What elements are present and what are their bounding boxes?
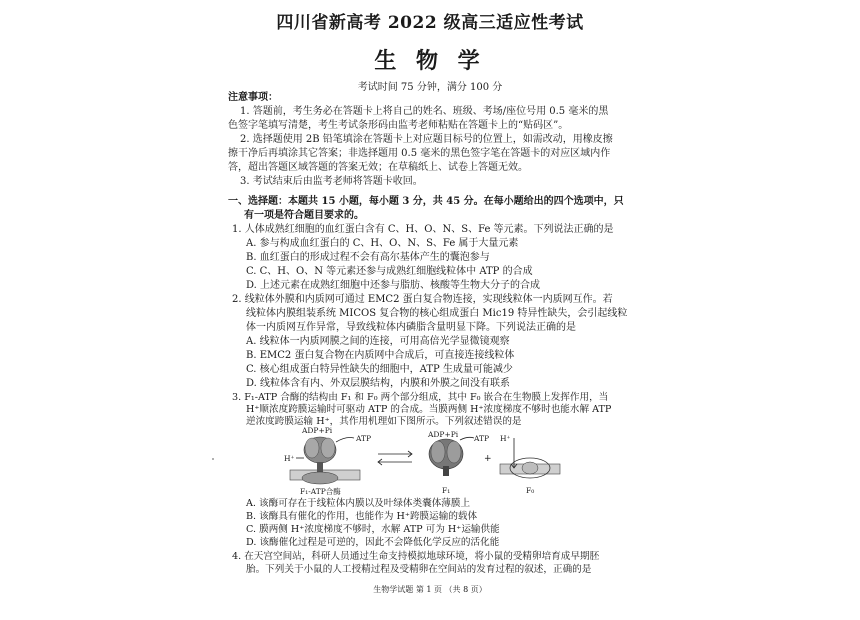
label-h-plus: H⁺ <box>284 454 295 463</box>
question-stem: 2. 线粒体外膜和内质网可通过 EMC2 蛋白复合物连接，实现线粒体一内质网互作。若 <box>232 294 613 305</box>
option-a: A. 参与构成血红蛋白的 C、H、O、N、S、Fe 属于大量元素 <box>246 238 519 249</box>
option-c: C. 膜两侧 H⁺浓度梯度不够时，水解 ATP 可为 H⁺运输供能 <box>246 524 500 535</box>
option-a: A. 线粒体一内质网膜之间的连接，可用高倍光学显微镜观察 <box>246 336 510 347</box>
option-c: C. C、H、O、N 等元素还参与成熟红细胞线粒体中 ATP 的合成 <box>246 266 533 277</box>
question-stem: H⁺顺浓度跨膜运输时可驱动 ATP 的合成。当膜两侧 H⁺浓度梯度不够时也能水解 ATP <box>246 404 612 415</box>
notice-line: 1. 答题前，考生务必在答题卡上将自己的姓名、班级、考场/座位号用 0.5 毫米的黑 <box>240 106 609 117</box>
notice-line: 3. 考试结束后由监考老师将答题卡收回。 <box>240 176 423 187</box>
section-heading-cont: 有一项是符合题目要求的。 <box>244 210 364 221</box>
label-adp-pi: ADP+Pi <box>302 426 333 435</box>
option-b: B. 血红蛋白的形成过程不会有高尔基体产生的囊泡参与 <box>246 252 490 263</box>
caption-f1: F₁ <box>442 486 451 495</box>
option-c: C. 核心组成蛋白特异性缺失的细胞中，ATP 生成量可能减少 <box>246 364 513 375</box>
section-heading: 一、选择题：本题共 15 小题，每小题 3 分，共 45 分。在每小题给出的四个选项中，只 <box>228 196 624 207</box>
label-atp: ATP <box>474 434 490 443</box>
question-stem: 1. 人体成熟红细胞的血红蛋白含有 C、H、O、N、S、Fe 等元素。下列说法正确的是 <box>232 224 614 235</box>
option-d: D. 线粒体含有内、外双层膜结构，内膜和外膜之间没有联系 <box>246 378 511 389</box>
notice-heading: 注意事项： <box>228 92 278 103</box>
notice-line: 色签字笔填写清楚，考生考试条形码由监考老师粘贴在答题卡上的“贴码区”。 <box>228 120 569 131</box>
label-atp: ATP <box>356 434 372 443</box>
page-footer: 生物学试题 第 1 页 （共 8 页） <box>373 585 487 594</box>
option-a: A. 该酶可存在于线粒体内膜以及叶绿体类囊体薄膜上 <box>246 498 471 509</box>
scan-speck <box>212 458 214 460</box>
notice-line: 擦干净后再填涂其它答案；非选择题用 0.5 毫米的黑色签字笔在答题卡的对应区域内作 <box>228 148 611 159</box>
caption-f1-atp-synthase: F₁-ATP合酶 <box>300 487 341 496</box>
option-d: D. 上述元素在成熟红细胞中还参与脂肪、核酸等生物大分子的合成 <box>246 280 541 291</box>
option-d: D. 该酶催化过程是可逆的，因此不会降低化学反应的活化能 <box>246 537 500 548</box>
label-h-plus: H⁺ <box>500 434 511 443</box>
question-stem: 4. 在天宫空间站，科研人员通过生命支持模拟地球环境，将小鼠的受精卵培育成早期胚 <box>232 551 600 562</box>
question-stem: 体一内质网互作异常，导致线粒体内磷脂含量明显下降。下列说法正确的是 <box>246 322 576 333</box>
notice-line: 答，超出答题区域答题的答案无效；在草稿纸上、试卷上答题无效。 <box>228 162 528 173</box>
question-stem: 线粒体内膜组装系统 MICOS 复合物的核心组成蛋白 Mic19 特异性缺失，会引起线粒 <box>246 308 628 319</box>
caption-f0: F₀ <box>526 486 535 495</box>
question-stem: 胎。下列关于小鼠的人工授精过程及受精卵在空间站的发育过程的叙述，正确的是 <box>246 564 592 575</box>
exam-title: 四川省新高考 2022 级高三适应性考试 <box>276 13 584 33</box>
option-b: B. EMC2 蛋白复合物在内质网中合成后，可直接连接线粒体 <box>246 350 515 361</box>
exam-meta: 考试时间 75 分钟，满分 100 分 <box>357 82 503 93</box>
subject-title: 生 物 学 <box>374 48 486 74</box>
question-stem: 3. F₁-ATP 合酶的结构由 F₁ 和 F₀ 两个部分组成，其中 F₀ 嵌合在生物膜上发挥作用，当 <box>232 392 609 403</box>
notice-line: 2. 选择题使用 2B 铅笔填涂在答题卡上对应题目标号的位置上，如需改动，用橡皮擦 <box>240 134 613 145</box>
option-b: B. 该酶具有催化的作用，也能作为 H⁺跨膜运输的载体 <box>246 511 478 522</box>
label-adp-pi: ADP+Pi <box>428 430 459 439</box>
question-stem: 逆浓度跨膜运输 H⁺，其作用机理如下图所示。下列叙述错误的是 <box>246 416 522 427</box>
atp-synthase-figure <box>260 428 580 496</box>
plus-sign: + <box>484 454 492 464</box>
